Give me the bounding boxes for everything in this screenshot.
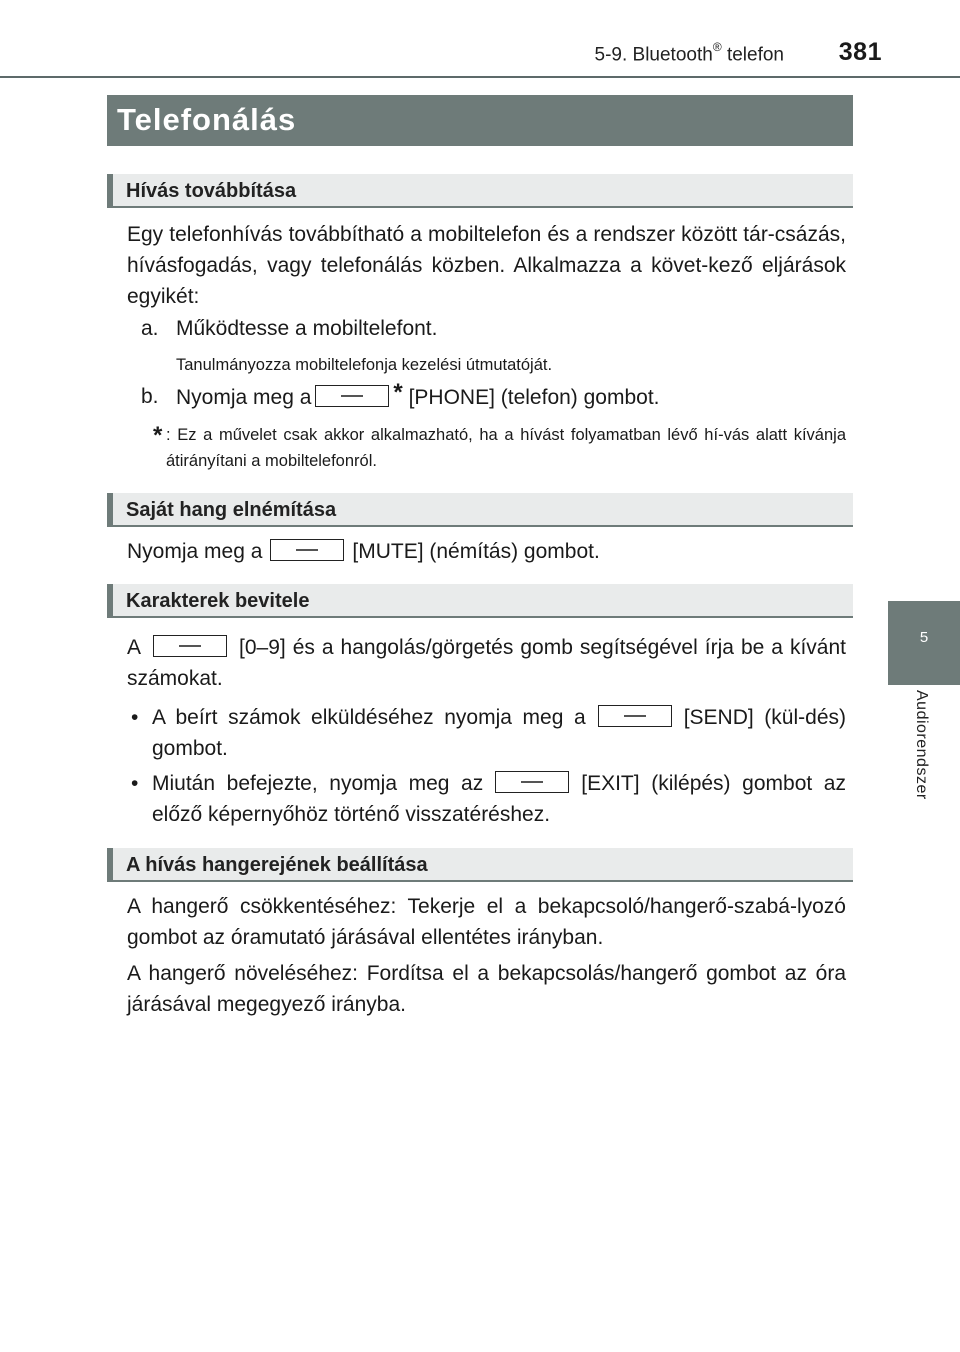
volume-decrease: A hangerő csökkentéséhez: Tekerje el a bekapcsoló/hangerő-szabá-lyozó gombot az óramutató járásával ellentétes irányban. (127, 895, 846, 949)
heading-char-input (107, 584, 853, 618)
heading-text: Saját hang elnémítása (126, 499, 337, 521)
heading-text: Karakterek bevitele (126, 590, 310, 612)
volume-increase: A hangerő növeléséhez: Fordítsa el a bekapcsolás/hangerő gombot az óra járásával megegyező irányba. (127, 962, 846, 1016)
footnote-marker: * (153, 422, 163, 449)
exit-button-icon (495, 771, 569, 793)
bullet-1: • (131, 706, 139, 729)
section-suffix: telefon (721, 44, 784, 66)
forward-step-a: Működtesse a mobiltelefont. (176, 317, 438, 340)
header-divider (0, 76, 960, 78)
number-button-icon (153, 635, 227, 657)
chars-pre: A (127, 636, 142, 659)
heading-text: Hívás továbbítása (126, 180, 297, 202)
heading-call-forward (107, 174, 853, 208)
heading-call-volume (107, 848, 853, 882)
send-button-icon (598, 705, 672, 727)
bullet-2: • (131, 772, 139, 795)
exit-post: [EXIT] (kilépés) gombot az előző képernyőhöz történő visszatéréshez. (152, 772, 846, 826)
mute-instruction (127, 536, 600, 567)
chars-exit (152, 768, 846, 830)
mute-button-icon (270, 539, 344, 561)
chapter-label: Audiorendszer (913, 690, 930, 800)
mute-post: [MUTE] (némítás) gombot. (352, 540, 600, 563)
chars-post: [0–9] és a hangolás/görgetés gomb segítségével írja be a kívánt számokat. (127, 636, 846, 690)
mute-pre: Nyomja meg a (127, 540, 263, 563)
chapter-tab (888, 601, 960, 685)
page-header (0, 0, 960, 80)
heading-mute (107, 493, 853, 527)
chars-send (152, 702, 846, 764)
forward-step-b (176, 381, 660, 413)
footnote-star: * (393, 379, 403, 406)
page-title: Telefonálás (117, 102, 297, 137)
exit-pre: Miután befejezte, nyomja meg az (152, 772, 484, 795)
forward-step-b-marker: b. (141, 385, 159, 408)
page-title-bar (107, 95, 853, 146)
forward-intro: Egy telefonhívás továbbítható a mobiltelefon és a rendszer között tár-csázás, hívásfogadás, vagy telefonálás közben. Alkalmazza a követ-kező eljárások egyikét: (127, 223, 846, 308)
footnote-text: : Ez a művelet csak akkor alkalmazható, ha a hívást folyamatban lévő hí-vás alatt kívánja átirányítani a mobiltelefonról. (166, 426, 846, 470)
chapter-number: 5 (919, 629, 929, 646)
heading-text: A hívás hangerejének beállítása (126, 854, 428, 876)
registered-mark: ® (712, 40, 722, 54)
section-name: 5-9. Bluetooth (594, 44, 713, 66)
phone-button-icon (315, 385, 389, 407)
page-number: 381 (838, 38, 882, 66)
forward-step-a-marker: a. (141, 317, 159, 340)
send-pre: A beírt számok elküldéséhez nyomja meg a (152, 706, 586, 729)
forward-step-a-note: Tanulmányozza mobiltelefonja kezelési útmutatóját. (176, 356, 553, 374)
step-b-post: [PHONE] (telefon) gombot. (408, 386, 660, 409)
step-b-pre: Nyomja meg a (176, 386, 312, 409)
send-post: [SEND] (kül-dés) gombot. (152, 706, 846, 760)
section-title (595, 42, 784, 66)
chars-intro (127, 632, 846, 694)
